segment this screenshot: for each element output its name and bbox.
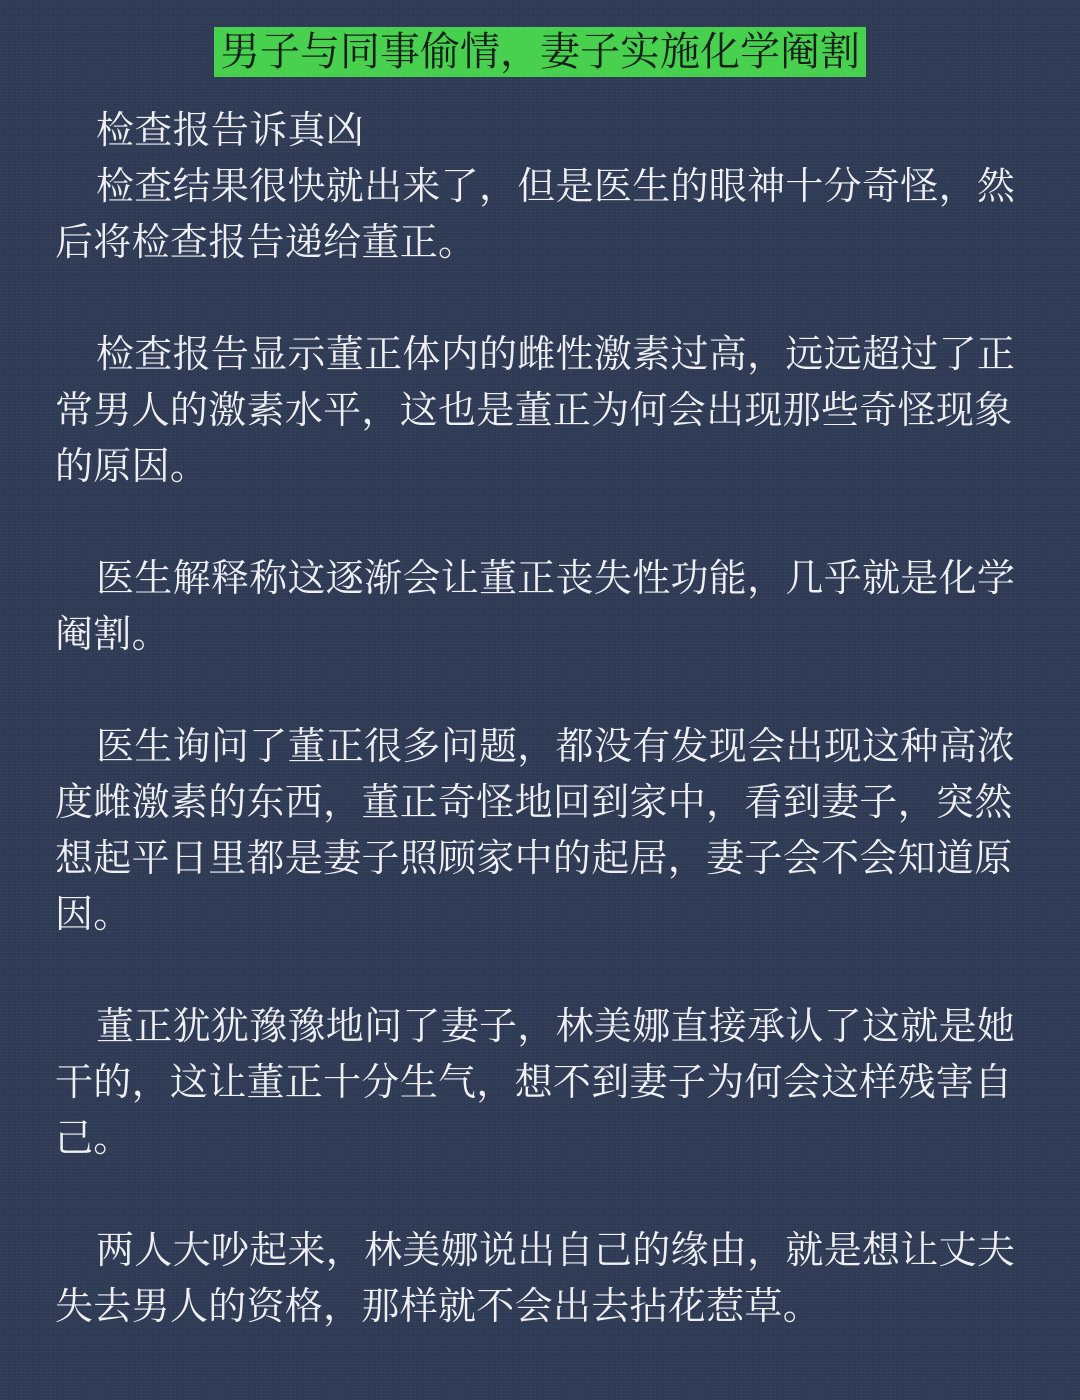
- article-title: 男子与同事偷情，妻子实施化学阉割: [214, 27, 866, 77]
- paragraph: 医生询问了董正很多问题，都没有发现会出现这种高浓度雌激素的东西，董正奇怪地回到家中，看到妻子，突然想起平日里都是妻子照顾家中的起居，妻子会不会知道原因。: [55, 724, 1016, 936]
- paragraph: 董正犹犹豫豫地问了妻子，林美娜直接承认了这就是她干的，这让董正十分生气，想不到妻子为何会这样残害自己。: [55, 1004, 1016, 1160]
- article-body: [55, 102, 1030, 1390]
- paragraph: 医生解释称这逐渐会让董正丧失性功能，几乎就是化学阉割。: [55, 556, 1016, 656]
- title-container: [0, 27, 1080, 77]
- section-heading: 检查报告诉真凶: [96, 108, 365, 152]
- paragraph: 两人大吵起来，林美娜说出自己的缘由，就是想让丈夫失去男人的资格，那样就不会出去拈花惹草。: [55, 1228, 1016, 1328]
- paragraph: 检查结果很快就出来了，但是医生的眼神十分奇怪，然后将检查报告递给董正。: [55, 164, 1016, 264]
- paragraph: 检查报告显示董正体内的雌性激素过高，远远超过了正常男人的激素水平，这也是董正为何会出现那些奇怪现象的原因。: [55, 332, 1016, 488]
